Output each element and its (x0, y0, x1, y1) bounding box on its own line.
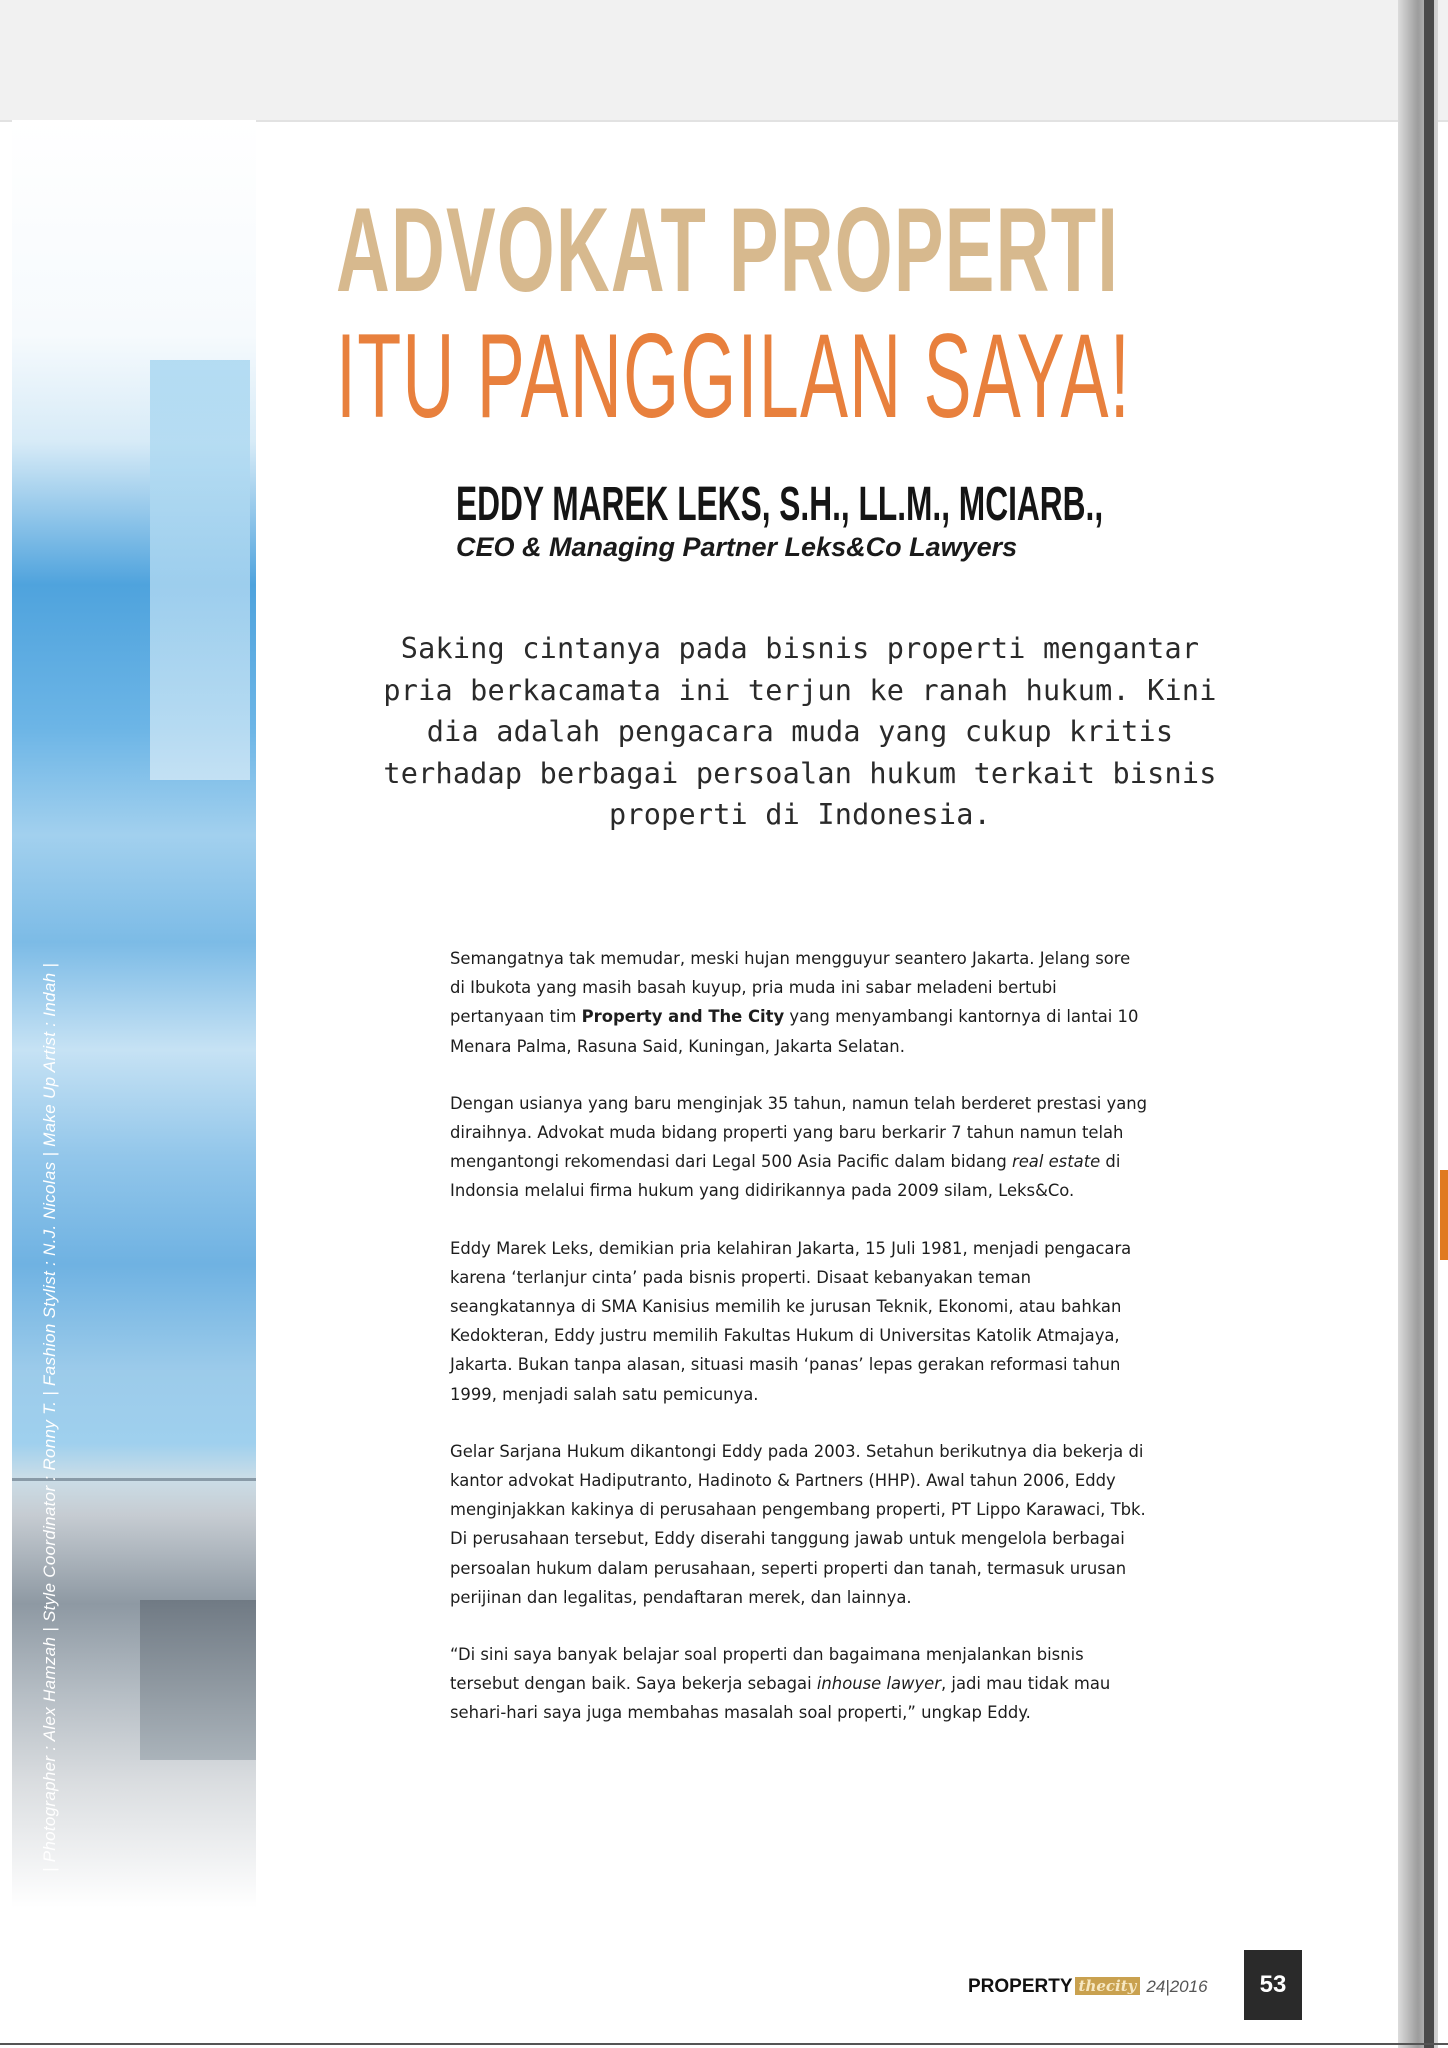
top-band (0, 0, 1448, 120)
footer-city-logo: thecity (1075, 1977, 1141, 1995)
byline-role: CEO & Managing Partner Leks&Co Lawyers (456, 532, 1018, 562)
paragraph-5 (450, 1640, 1150, 1728)
photo-ledge (140, 1600, 256, 1760)
paragraph-1-text-a: Semangatnya tak memudar, meski hujan mengguyur seantero Jakarta. Jelang sore di Ibukota yang masih basah kuyup, pria muda ini sabar meladeni bertubi pertanyaan tim (450, 949, 1131, 1027)
page-number: 53 (1244, 1950, 1302, 2020)
paragraph-1-bold: Property and The City (581, 1007, 785, 1027)
footer-brand-name: PROPERTY (968, 1976, 1073, 1997)
byline-name: EDDY MAREK LEKS, S.H., LL.M., MCIARB., (456, 478, 1104, 531)
paragraph-1 (450, 944, 1150, 1061)
intro-paragraph: Saking cintanya pada bisnis properti mengantar pria berkacamata ini terjun ke ranah hukum. Kini dia adalah pengacara muda yang cukup kritis terhadap berbagai persoalan hukum terkait bisnis properti di Indonesia. (383, 632, 1217, 831)
paragraph-5-italic: inhouse lawyer (816, 1674, 941, 1694)
footer-rule (0, 2043, 1448, 2045)
photo-credits: | Photographer : Alex Hamzah | Style Coordinator : Ronny T. | Fashion Stylist : N.J. Nicolas | Make Up Artist : Indah | (40, 962, 59, 1872)
footer-brand (968, 1976, 1208, 1998)
headline-line-2: ITU PANGGILAN SAYA! (336, 309, 1131, 443)
footer-issue: 24|2016 (1146, 1977, 1208, 1996)
paragraph-5-text-b: , jadi mau tidak mau sehari-hari saya juga membahas masalah soal properti,” ungkap Eddy. (450, 1674, 1111, 1723)
paragraph-2 (450, 1089, 1150, 1206)
paragraph-5-text-a: “Di sini saya banyak belajar soal properti dan bagaimana menjalankan bisnis tersebut dengan baik. Saya bekerja sebagai (450, 1645, 1084, 1694)
photo-window-reflection (150, 360, 250, 780)
page-binding-shadow (1424, 0, 1434, 2048)
page-binding-tab (1440, 1170, 1448, 1260)
headline-line-1: ADVOKAT PROPERTI (336, 183, 1120, 317)
paragraph-4: Gelar Sarjana Hukum dikantongi Eddy pada 2003. Setahun berikutnya dia bekerja di kantor advokat Hadiputranto, Hadinoto & Partners (HHP). Awal tahun 2006, Eddy menginjakkan kakinya di perusahaan pengembang properti, PT Lippo Karawaci, Tbk. Di perusahaan tersebut, Eddy diserahi tanggung jawab untuk mengelola berbagai persoalan hukum dalam perusahaan, seperti properti dan tanah, termasuk urusan perijinan dan legalitas, pendaftaran merek, dan lainnya. (450, 1441, 1146, 1607)
paragraph-2-italic: real estate (1011, 1152, 1101, 1172)
paragraph-2-text-b: di Indonsia melalui firma hukum yang didirikannya pada 2009 silam, Leks&Co. (450, 1152, 1121, 1201)
paragraph-1-text-b: yang menyambangi kantornya di lantai 10 Menara Palma, Rasuna Said, Kuningan, Jakarta Selatan. (450, 1007, 1139, 1056)
paragraph-3: Eddy Marek Leks, demikian pria kelahiran Jakarta, 15 Juli 1981, menjadi pengacara karena ‘terlanjur cinta’ pada bisnis properti. Disaat kebanyakan teman seangkatannya di SMA Kanisius memilih ke jurusan Teknik, Ekonomi, atau bahkan Kedokteran, Eddy justru memilih Fakultas Hukum di Universitas Katolik Atmajaya, Jakarta. Bukan tanpa alasan, situasi masih ‘panas’ lepas gerakan reformasi tahun 1999, menjadi salah satu pemicunya. (450, 1238, 1132, 1404)
article-body (450, 944, 1150, 1756)
paragraph-2-text-a: Dengan usianya yang baru menginjak 35 tahun, namun telah berderet prestasi yang diraihnya. Advokat muda bidang properti yang baru berkarir 7 tahun namun telah mengantongi rekomendasi dari Legal 500 Asia Pacific dalam bidang (450, 1093, 1148, 1172)
